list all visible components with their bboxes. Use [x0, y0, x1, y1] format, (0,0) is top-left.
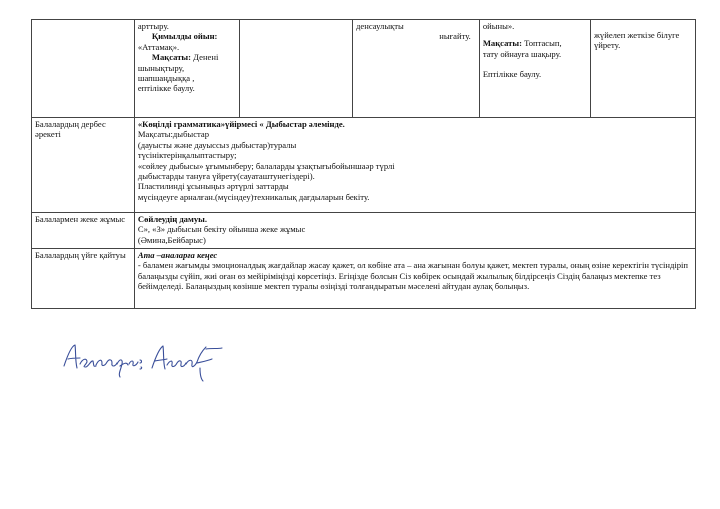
row-content	[134, 249, 695, 309]
row-label: Балалармен жеке жұмыс	[32, 213, 135, 249]
content-line: Мақсаты:дыбыстар	[137, 129, 209, 140]
content-line: (дауысты және дауыссыз дыбыстар)туралы	[137, 139, 297, 150]
game-label: Қимылды ойын:	[151, 31, 218, 42]
day3-cell	[353, 20, 480, 118]
cell-text: ойыны».	[482, 21, 515, 31]
content-line: (Әмина,Бейбарыс)	[137, 234, 206, 245]
day4-cell	[479, 20, 590, 118]
goal-text: Топтасып,	[524, 38, 562, 49]
content-line: түсініктерінқалыптастыру;	[137, 150, 237, 161]
row-title: Ата –аналарға кеңес	[137, 250, 218, 260]
independent-activity-row	[32, 118, 696, 213]
row-label-empty	[32, 20, 135, 118]
goal-label: Мақсаты:	[482, 38, 522, 49]
going-home-row	[32, 249, 696, 309]
row-content	[134, 213, 695, 249]
activity-continuation-row	[32, 20, 696, 118]
cell-text: арттыру.	[137, 21, 169, 31]
cell-text: денсаулықты	[356, 21, 404, 31]
row-label: Балалардың үйге қайтуы	[32, 249, 135, 309]
content-line: «сөйлеу дыбысы» ұғымынберу; балаларды ұзақтығыбойыншаәр түрлі	[137, 160, 395, 171]
advice-paragraph: - баламен жағымды эмоционалдық жағдайлар жасау қажет, ол көбіне ата – ана жағынан болуы қажет, мектеп туралы, оның өзіне керектігін түсіндіріп балаңызды сүйіп, жиі оған өз мейіріміңізді көрсетіңіз. Егіңізде болсын Сіз көбірек осындай жылылық білдірсеңіз Сіздің балаңыз мектепке тез бейімделеді. Балаңыздың көзінше мектеп туралы өзіңізді толғандыратын мәселені айтудан аулақ болыңыз.	[137, 260, 689, 292]
content-line: мүсіндеуге арналған.(мүсіндеу)техникалық дағдыларын бекіту.	[137, 191, 370, 202]
daily-plan-table	[31, 19, 696, 309]
goal-text: Денені	[193, 52, 219, 63]
content-line: Пластилинді ұсыныңыз әртүрлі заттарды	[137, 181, 289, 192]
row-label: Балалардың дербес әрекеті	[32, 118, 135, 213]
goal-line: шынықтыру,	[137, 62, 185, 73]
row-content	[134, 118, 695, 213]
content-line: дыбыстарды тануға үйрету(сауаташтунегіздері).	[137, 171, 315, 182]
day5-cell	[590, 20, 695, 118]
game-name: «Аттамақ».	[137, 41, 180, 52]
cell-text: жүйелеп жеткізе білуге үйрету.	[593, 30, 680, 51]
signature-handwritten	[60, 336, 230, 382]
row-title: Сөйлеудің дамуы.	[137, 214, 207, 224]
day1-cell	[134, 20, 239, 118]
cell-text: Ептілікке баулу.	[482, 69, 542, 80]
cell-text: нығайту.	[439, 31, 471, 42]
goal-line: шапшаңдыққа ,	[137, 73, 195, 84]
day2-cell	[239, 20, 352, 118]
goal-label: Мақсаты:	[151, 52, 192, 63]
row-title: «Көңілді грамматика»үйірмесі « Дыбыстар әлемінде.	[137, 119, 345, 129]
cell-text: тату ойнауға шақыру.	[482, 48, 562, 59]
goal-line: ептілікке баулу.	[137, 83, 195, 94]
content-line: С», «З» дыбысын бекіту ойынша жеке жұмыс	[137, 224, 306, 235]
individual-work-row	[32, 213, 696, 249]
